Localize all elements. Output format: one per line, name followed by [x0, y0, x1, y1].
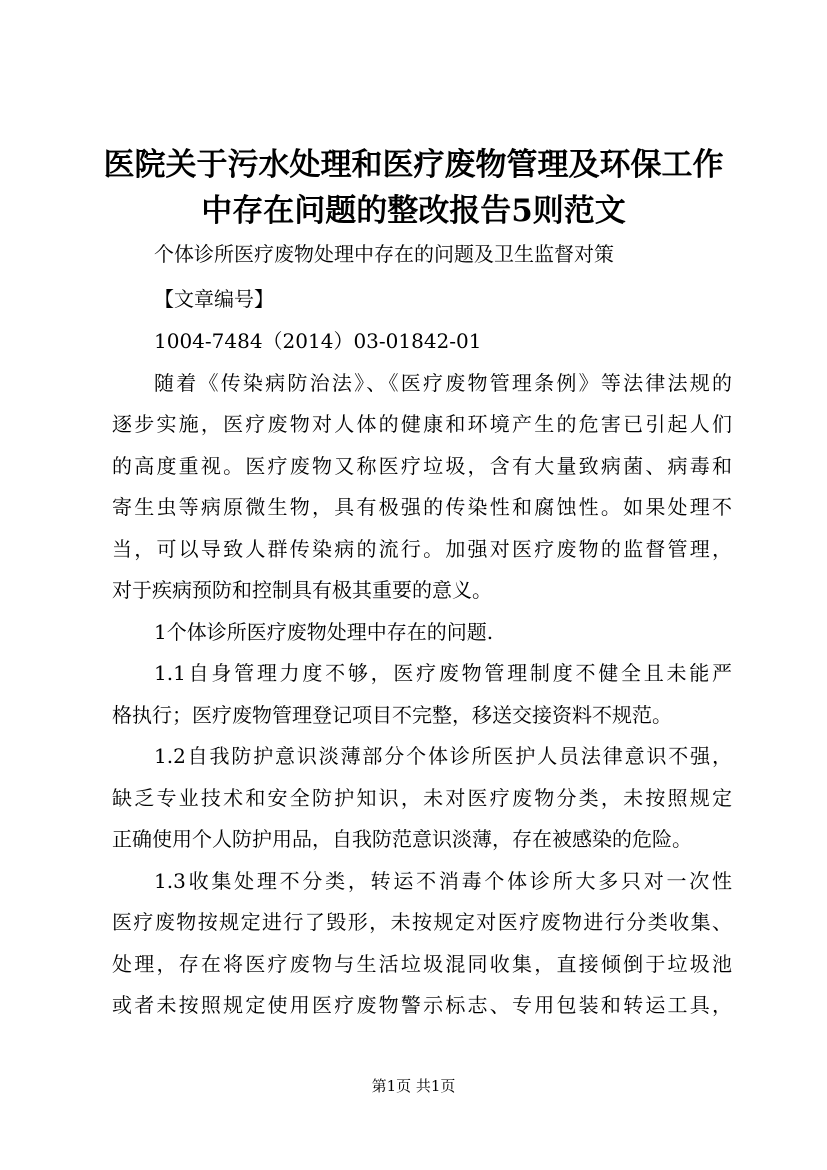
paragraph-line: 正确使用个人防护用品，自我防范意识淡薄，存在被感染的危险。: [112, 827, 692, 851]
paragraph-line: 逐步实施，医疗废物对人体的健康和环境产生的危害已引起人们: [112, 412, 732, 436]
paragraph-line: 的高度重视。医疗废物又称医疗垃圾，含有大量致病菌、病毒和: [112, 454, 732, 478]
paragraph-line: 对于疾病预防和控制具有极其重要的意义。: [112, 578, 492, 602]
paragraph-line: 1.1自身管理力度不够，医疗废物管理制度不健全且未能严: [154, 661, 732, 685]
paragraph-line: 缺乏专业技术和安全防护知识，未对医疗废物分类，未按照规定: [112, 786, 732, 810]
paragraph-line: 或者未按照规定使用医疗废物警示标志、专用包装和转运工具，: [112, 993, 732, 1017]
paragraph-line: 格执行；医疗废物管理登记项目不完整，移送交接资料不规范。: [112, 703, 672, 727]
page-number-footer: 第1页 共1页: [371, 1077, 456, 1095]
article-number-label: 【文章编号】: [154, 287, 274, 311]
paragraph-line: 1.2自我防护意识淡薄部分个体诊所医护人员法律意识不强，: [154, 744, 732, 768]
paragraph-line: 医疗废物按规定进行了毁形，未按规定对医疗废物进行分类收集、: [112, 910, 732, 934]
paragraph-line: 处理，存在将医疗废物与生活垃圾混同收集，直接倾倒于垃圾池: [112, 952, 732, 976]
document-title-line-1: 医院关于污水处理和医疗废物管理及环保工作: [103, 147, 724, 183]
article-number: 1004-7484（2014）03-01842-01: [154, 329, 482, 353]
paragraph-line: 当，可以导致人群传染病的流行。加强对医疗废物的监督管理，: [112, 537, 732, 561]
section-heading: 1个体诊所医疗废物处理中存在的问题.: [154, 620, 494, 644]
document-title-line-2: 中存在问题的整改报告5则范文: [201, 193, 626, 229]
paragraph-line: 随着《传染病防治法》、《医疗废物管理条例》等法律法规的: [154, 371, 732, 395]
paragraph-line: 寄生虫等病原微生物，具有极强的传染性和腐蚀性。如果处理不: [112, 495, 732, 519]
subtitle: 个体诊所医疗废物处理中存在的问题及卫生监督对策: [154, 242, 614, 266]
paragraph-line: 1.3收集处理不分类，转运不消毒个体诊所大多只对一次性: [154, 869, 732, 893]
